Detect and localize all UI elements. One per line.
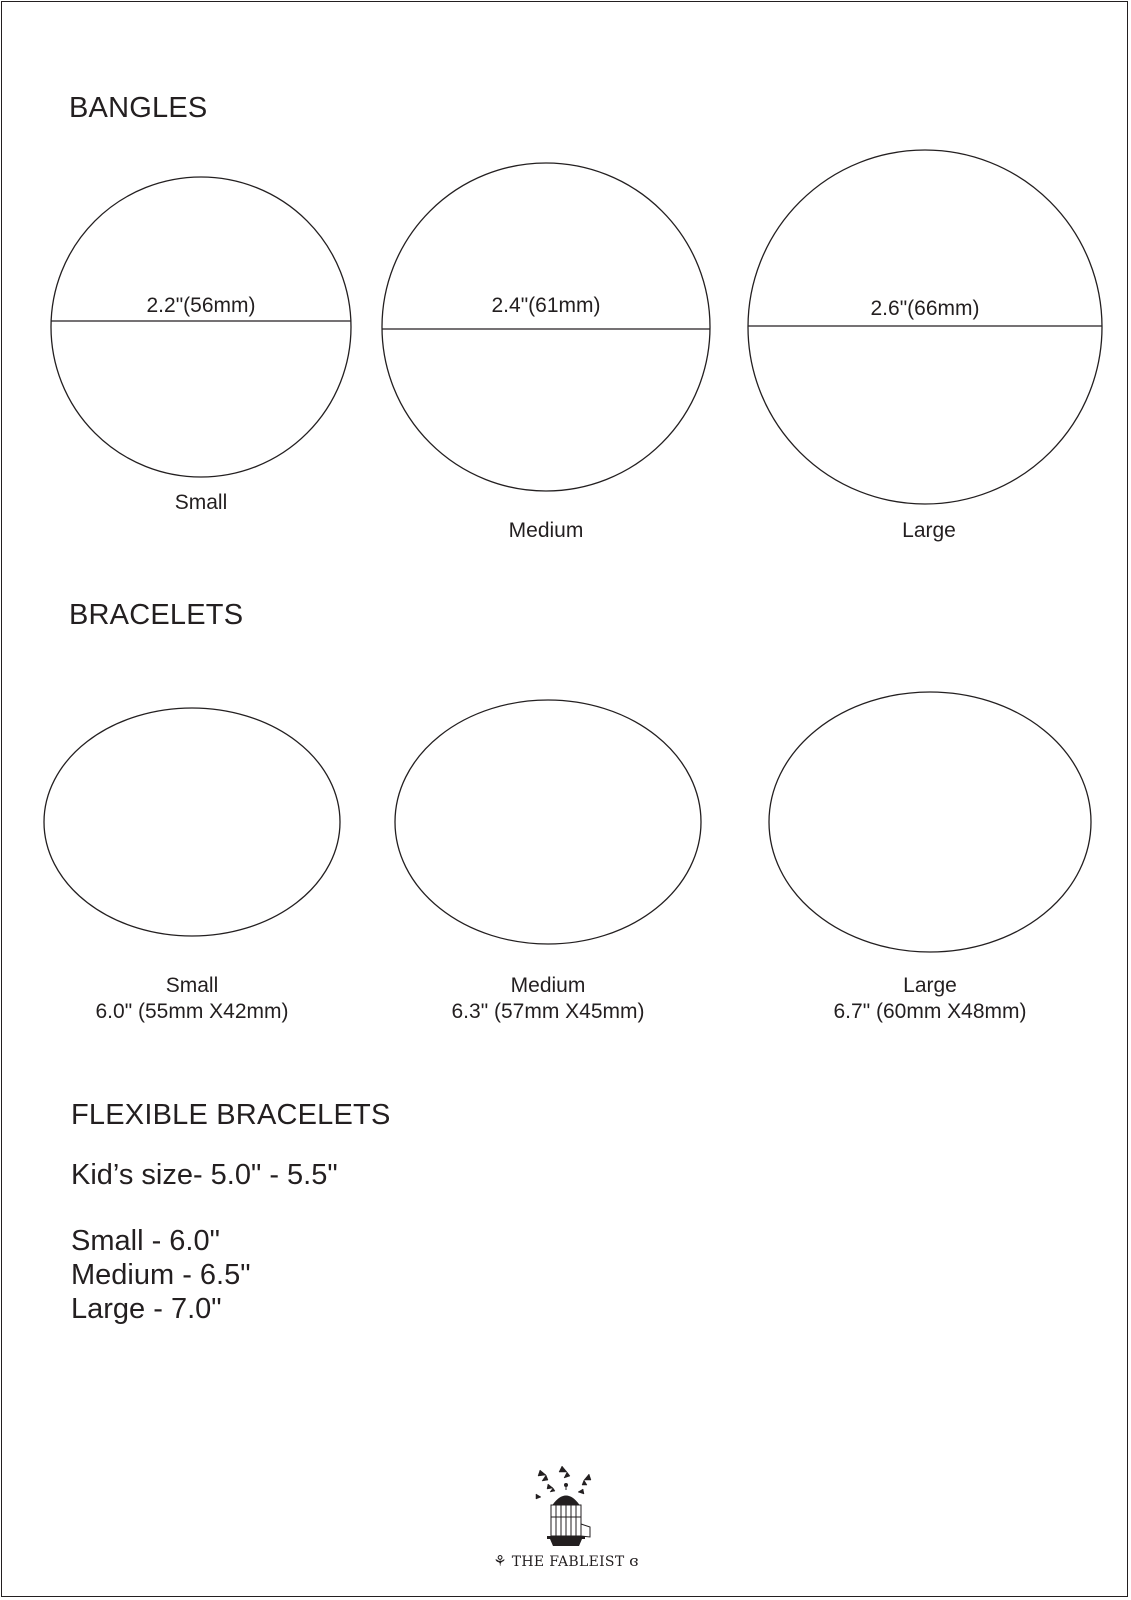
bangle-large-diameter: 2.6"(66mm) bbox=[870, 297, 980, 320]
brand-text: THE FABLEIST bbox=[511, 1554, 625, 1570]
bracelet-small-caption bbox=[96, 973, 289, 1025]
bangle-large-circle bbox=[748, 150, 1102, 504]
ornament-right-icon: ɞ bbox=[629, 1552, 639, 1570]
bangles-heading: BANGLES bbox=[69, 92, 208, 124]
flexible-medium-size: Medium - 6.5" bbox=[71, 1259, 251, 1291]
bracelet-large-label: Large bbox=[903, 974, 957, 997]
bangle-medium-label: Medium bbox=[508, 519, 584, 542]
bracelet-medium-measure: 6.3" (57mm X45mm) bbox=[451, 1000, 645, 1023]
bracelet-medium-caption bbox=[452, 973, 645, 1025]
bangle-small-circle bbox=[51, 177, 351, 477]
bracelets-heading: BRACELETS bbox=[69, 599, 244, 631]
birdcage-with-butterflies-icon bbox=[536, 1466, 591, 1546]
bracelet-large-oval bbox=[769, 692, 1091, 952]
bracelet-medium-label: Medium bbox=[510, 974, 586, 997]
flexible-large-size: Large - 7.0" bbox=[71, 1293, 222, 1325]
bangle-small-label: Small bbox=[174, 491, 228, 514]
bracelet-small-label: Small bbox=[165, 974, 219, 997]
bracelet-large-caption bbox=[834, 973, 1027, 1025]
bangle-large-label: Large bbox=[902, 519, 956, 542]
bracelet-small-oval bbox=[44, 708, 340, 936]
kids-size-line: Kid’s size- 5.0" - 5.5" bbox=[71, 1159, 338, 1191]
bracelet-large-measure: 6.7" (60mm X48mm) bbox=[833, 1000, 1027, 1023]
flexible-bracelets-heading: FLEXIBLE BRACELETS bbox=[71, 1099, 391, 1131]
bracelet-medium-oval bbox=[395, 700, 701, 944]
bangle-small-diameter: 2.2"(56mm) bbox=[146, 294, 256, 317]
bracelet-small-measure: 6.0" (55mm X42mm) bbox=[95, 1000, 289, 1023]
bangle-medium-diameter: 2.4"(61mm) bbox=[491, 294, 601, 317]
ornament-left-icon: ⚘ bbox=[493, 1552, 508, 1570]
bangle-medium-circle bbox=[382, 163, 710, 491]
flexible-small-size: Small - 6.0" bbox=[71, 1225, 220, 1257]
brand-name bbox=[493, 1552, 638, 1570]
